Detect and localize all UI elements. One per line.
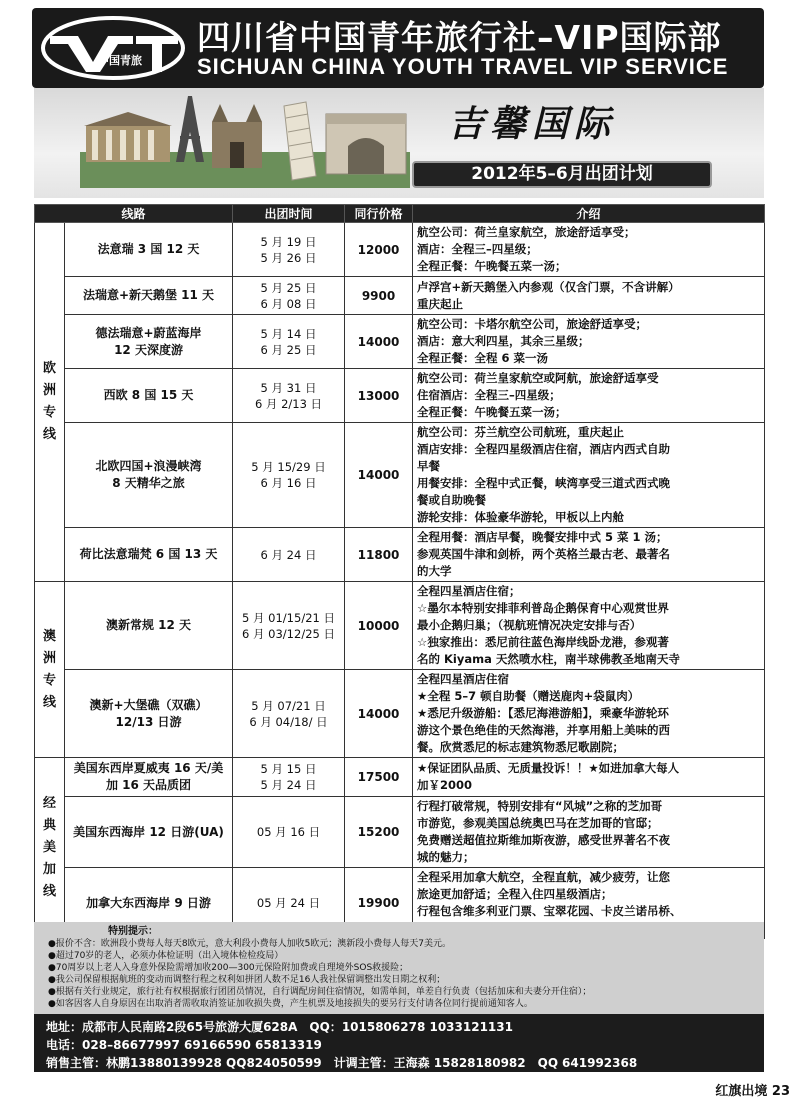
intro-line: 酒店：意大利四星，其余三星级； [417,334,590,348]
intro-cell [413,797,765,868]
date-line: 5 月 24 日 [260,778,317,792]
note-line: ●70周岁以上老人入身意外保险需增加收200—300元保险附加费或自理境外SOS救援险； [48,963,409,973]
date-line: 5 月 01/15/21 日 [242,610,335,625]
note-line: ●如客因客人自身原因在出取消者需收取消签证加收损失费，产生机票及地接损失的要另行支付请各位同行提前通知客人。 [48,999,533,1009]
date-line: 6 月 08 日 [260,296,317,311]
intro-line: 用餐安排：全程中式正餐，峡湾享受三道式西式晚 [417,476,671,490]
page-number: 23 [771,1084,790,1099]
intro-line: 最小企鹅归巢；（视航班情况决定安排与否） [417,618,642,632]
contact-bar [34,1014,764,1072]
intro-cell [413,223,765,277]
intro-line: 游轮安排：体验豪华游轮，甲板以上内舱 [417,510,625,524]
intro-line: 卢浮宫+新天鹅堡入内参观（仅含门票，不含讲解） [417,279,680,294]
date-line: 5 月 26 日 [260,250,317,265]
intro-line: 市游览，参观美国总统奥巴马在芝加哥的官邸； [417,816,659,830]
note-line: ●根据有关行业规定，旅行社有权根据旅行团团员情况，自行调配房间住宿情况，如需单间，单差自行负责（包括加床和夫妻分开住宿）； [48,987,592,997]
dates-cell [233,670,345,758]
colonnade-building-icon [84,112,172,162]
intro-line: ☆墨尔本特别安排菲利普岛企鹅保育中心观赏世界 [417,601,669,615]
banner [34,88,764,198]
intro-line: ★悉尼升级游船：【悉尼海港游船】，乘豪华游轮环 [417,706,669,720]
intro-line: 全程正餐：午晚餐五菜一汤； [417,405,567,419]
route-line: 北欧四国+浪漫峡湾 [95,459,202,473]
intro-line: 酒店安排：全程四星级酒店住宿，酒店内西式自助 [417,442,671,456]
table-row [35,528,765,582]
dates-cell [233,423,345,528]
dates-cell [233,369,345,423]
table-row [35,797,765,868]
intro-line: 参观英国牛津和剑桥，两个英格兰最古老、最著名 [417,547,671,561]
table-row [35,277,765,315]
arc-de-triomphe-icon [326,114,406,174]
intro-line: 行程包含维多利亚门票、宝翠花园、卡皮兰诺吊桥、 [417,904,682,918]
intro-cell [413,670,765,758]
special-notes [34,922,764,1014]
phone-label: 电话： [46,1038,83,1052]
dates-cell [233,223,345,277]
cathedral-icon [212,104,262,168]
date-line: 6 月 16 日 [260,476,317,490]
price-cell: 14000 [345,315,413,369]
price-cell: 13000 [345,369,413,423]
date-line: 05 月 16 日 [256,825,321,839]
notes-title: 特别提示： [108,926,158,937]
intro-line: 免费赠送超值拉斯维加斯夜游，感受世界著名不夜 [417,833,671,847]
qq-label: QQ： [309,1020,342,1034]
route-cell [65,758,233,797]
route-line: 西欧 8 国 15 天 [103,388,194,402]
date-line: 6 月 03/12/25 日 [242,626,335,641]
header-bar [32,8,764,88]
intro-cell [413,423,765,528]
route-line: 加 16 天品质团 [105,778,192,792]
region-label: 澳洲专线 [42,628,56,710]
route-line: 法意瑞 3 国 12 天 [97,242,200,256]
intro-cell [413,277,765,315]
route-line: 澳新+大堡礁（双礁） [89,697,208,712]
table-row [35,423,765,528]
table-row [35,369,765,423]
intro-line: 名的 Kiyama 天然喷水柱，南半球佛教圣地南天寺 [417,652,680,666]
sales-value: 林鹏13880139928 QQ824050599 [106,1056,322,1070]
price-cell: 19900 [345,868,413,939]
address-label: 地址： [46,1020,83,1034]
title-english: SICHUAN CHINA YOUTH TRAVEL VIP SERVICE [197,54,729,79]
table-row [35,670,765,758]
price-cell: 14000 [345,670,413,758]
dates-cell [233,582,345,670]
dates-cell [233,315,345,369]
table-row [35,223,765,277]
intro-cell [413,528,765,582]
price-cell: 14000 [345,423,413,528]
intro-cell [413,315,765,369]
route-line: 美国东西岸夏威夷 16 天/美 [73,761,224,775]
route-line: 加拿大东西海岸 9 日游 [86,895,211,910]
route-line: 荷比法意瑞梵 6 国 13 天 [79,547,218,561]
region-label: 欧洲专线 [42,361,56,442]
intro-line: 航空公司：芬兰航空公司航班，重庆起止 [417,425,625,439]
intro-line: 全程采用加拿大航空，全程直航，减少疲劳，让您 [417,870,671,884]
contact-phone-line [46,1036,752,1054]
date-line: 6 月 24 日 [260,547,317,562]
route-line: 美国东西海岸 12 日游(UA) [73,824,224,839]
sales-label: 销售主管： [46,1056,107,1070]
route-cell [65,277,233,315]
note-line: ●报价不含：欧洲段小费每人每天8欧元，意大利段小费每人加收5欧元；澳新段小费每人每天7美元。 [48,939,452,949]
intro-cell [413,582,765,670]
date-line: 5 月 14 日 [260,326,317,341]
intro-line: 全程四星酒店住宿 [417,672,510,686]
header-intro: 介绍 [413,205,765,223]
route-cell [65,797,233,868]
landmarks-collage-icon [80,92,410,188]
price-cell: 9900 [345,277,413,315]
price-cell: 11800 [345,528,413,582]
tour-schedule-table [34,204,765,939]
note-line: ●超过70岁的老人，必须办体检证明（出入境体检检疫局） [48,951,284,961]
brand-script-logo: 吉馨国际 [448,103,617,145]
region-label: 经典美加线 [42,796,56,899]
date-line: 5 月 31 日 [260,380,317,395]
header-dates: 出团时间 [233,205,345,223]
dates-cell [233,797,345,868]
region-usa-canada [35,758,65,939]
intro-line: 航空公司：荷兰皇家航空，旅途舒适享受； [417,225,636,239]
intro-line: 全程四星酒店住宿； [417,584,521,598]
intro-line: 重庆起止 [417,296,464,311]
intro-line: 的大学 [417,564,452,578]
route-cell [65,315,233,369]
date-line: 05 月 24 日 [256,896,321,910]
route-cell [65,582,233,670]
route-cell [65,369,233,423]
intro-line: 行程打破常规，特别安排有“风城”之称的芝加哥 [417,799,663,813]
header-route: 线路 [35,205,233,223]
title-chinese: 四川省中国青年旅行社–VIP国际部 [197,18,722,57]
intro-line: ★全程 5–7 顿自助餐（赠送鹿肉+袋鼠肉） [417,689,640,703]
date-line: 5 月 25 日 [260,280,317,295]
date-line: 5 月 07/21 日 [251,698,326,713]
region-australia [35,582,65,758]
route-line: 德法瑞意+蔚蓝海岸 [95,325,202,340]
note-line: ●我公司保留根据航班的变动而调整行程之权利如拼团人数不足16人我社保留调整出发日期之权利； [48,975,446,985]
intro-line: 航空公司：荷兰皇家航空或阿航，旅途舒适享受 [417,371,659,385]
intro-line: 游这个景色绝佳的天然海港，并享用船上美味的西 [417,723,671,737]
cyts-logo-icon [38,14,188,82]
intro-line: 加￥2000 [417,778,473,792]
route-line: 12 天深度游 [114,342,183,357]
region-europe [35,223,65,582]
price-cell: 17500 [345,758,413,797]
table-row [35,582,765,670]
route-line: 12/13 日游 [115,714,182,729]
intro-line: 全程正餐：全程 6 菜一汤 [417,351,549,365]
table-header-row [35,205,765,223]
planner-value: 王海森 15828180982 [393,1056,526,1070]
header-price: 同行价格 [345,205,413,223]
route-cell [65,223,233,277]
planner-qq-value: 641992368 [562,1056,638,1070]
table-row [35,758,765,797]
qq-value: 1015806278 1033121131 [341,1020,513,1034]
date-line: 6 月 25 日 [260,342,317,357]
intro-cell [413,758,765,797]
price-cell: 10000 [345,582,413,670]
route-cell [65,423,233,528]
planner-label: 计调主管： [333,1056,394,1070]
contact-staff-line [46,1054,752,1072]
phone-value: 028–86677997 69166590 65813319 [82,1038,322,1052]
intro-line: 城的魅力； [417,850,475,864]
intro-line: 全程正餐：午晚餐五菜一汤； [417,259,567,273]
contact-address-line [46,1018,752,1036]
route-line: 澳新常规 12 天 [105,618,192,632]
intro-cell [413,369,765,423]
intro-line: 餐或自助晚餐 [417,493,487,507]
intro-line: 全程用餐：酒店早餐，晚餐安排中式 5 菜 1 汤； [417,530,668,544]
date-line: 5 月 15/29 日 [251,460,326,474]
intro-line: ★保证团队品质、无质量投诉！！★如进加拿大每人 [417,761,680,775]
date-line: 6 月 04/18/ 日 [249,714,328,729]
intro-line: 酒店：全程三–四星级； [417,242,538,256]
intro-line: 旅途更加舒适；全程入住四星级酒店； [417,887,613,901]
date-line: 6 月 2/13 日 [254,396,323,411]
route-cell [65,528,233,582]
intro-line: 住宿酒店：全程三–四星级； [417,388,561,402]
page-footer [715,1080,790,1099]
date-line: 5 月 19 日 [260,234,317,249]
intro-line: ☆独家推出：悉尼前往蓝色海岸线卧龙港，参观著 [417,635,669,649]
route-line: 8 天精华之旅 [112,476,185,490]
table-row [35,315,765,369]
price-cell: 12000 [345,223,413,277]
date-line: 5 月 15 日 [260,762,317,776]
intro-line: 航空公司：卡塔尔航空公司，旅途舒适享受； [417,317,648,331]
intro-line: 早餐 [417,459,441,473]
route-cell [65,670,233,758]
route-line: 法瑞意+新天鹅堡 11 天 [82,288,215,302]
plan-title-badge: 2012年5–6月出团计划 [412,161,712,188]
footer-label: 红旗出境 [715,1084,768,1099]
planner-qq-label: QQ [537,1056,559,1070]
dates-cell [233,758,345,797]
price-cell: 15200 [345,797,413,868]
intro-line: 餐。欣赏悉尼的标志建筑物悉尼歌剧院； [417,740,625,754]
dates-cell [233,277,345,315]
dates-cell [233,528,345,582]
address-value: 成都市人民南路2段65号旅游大厦628A [82,1020,298,1034]
logo-text: 中国青旅 [98,54,142,67]
